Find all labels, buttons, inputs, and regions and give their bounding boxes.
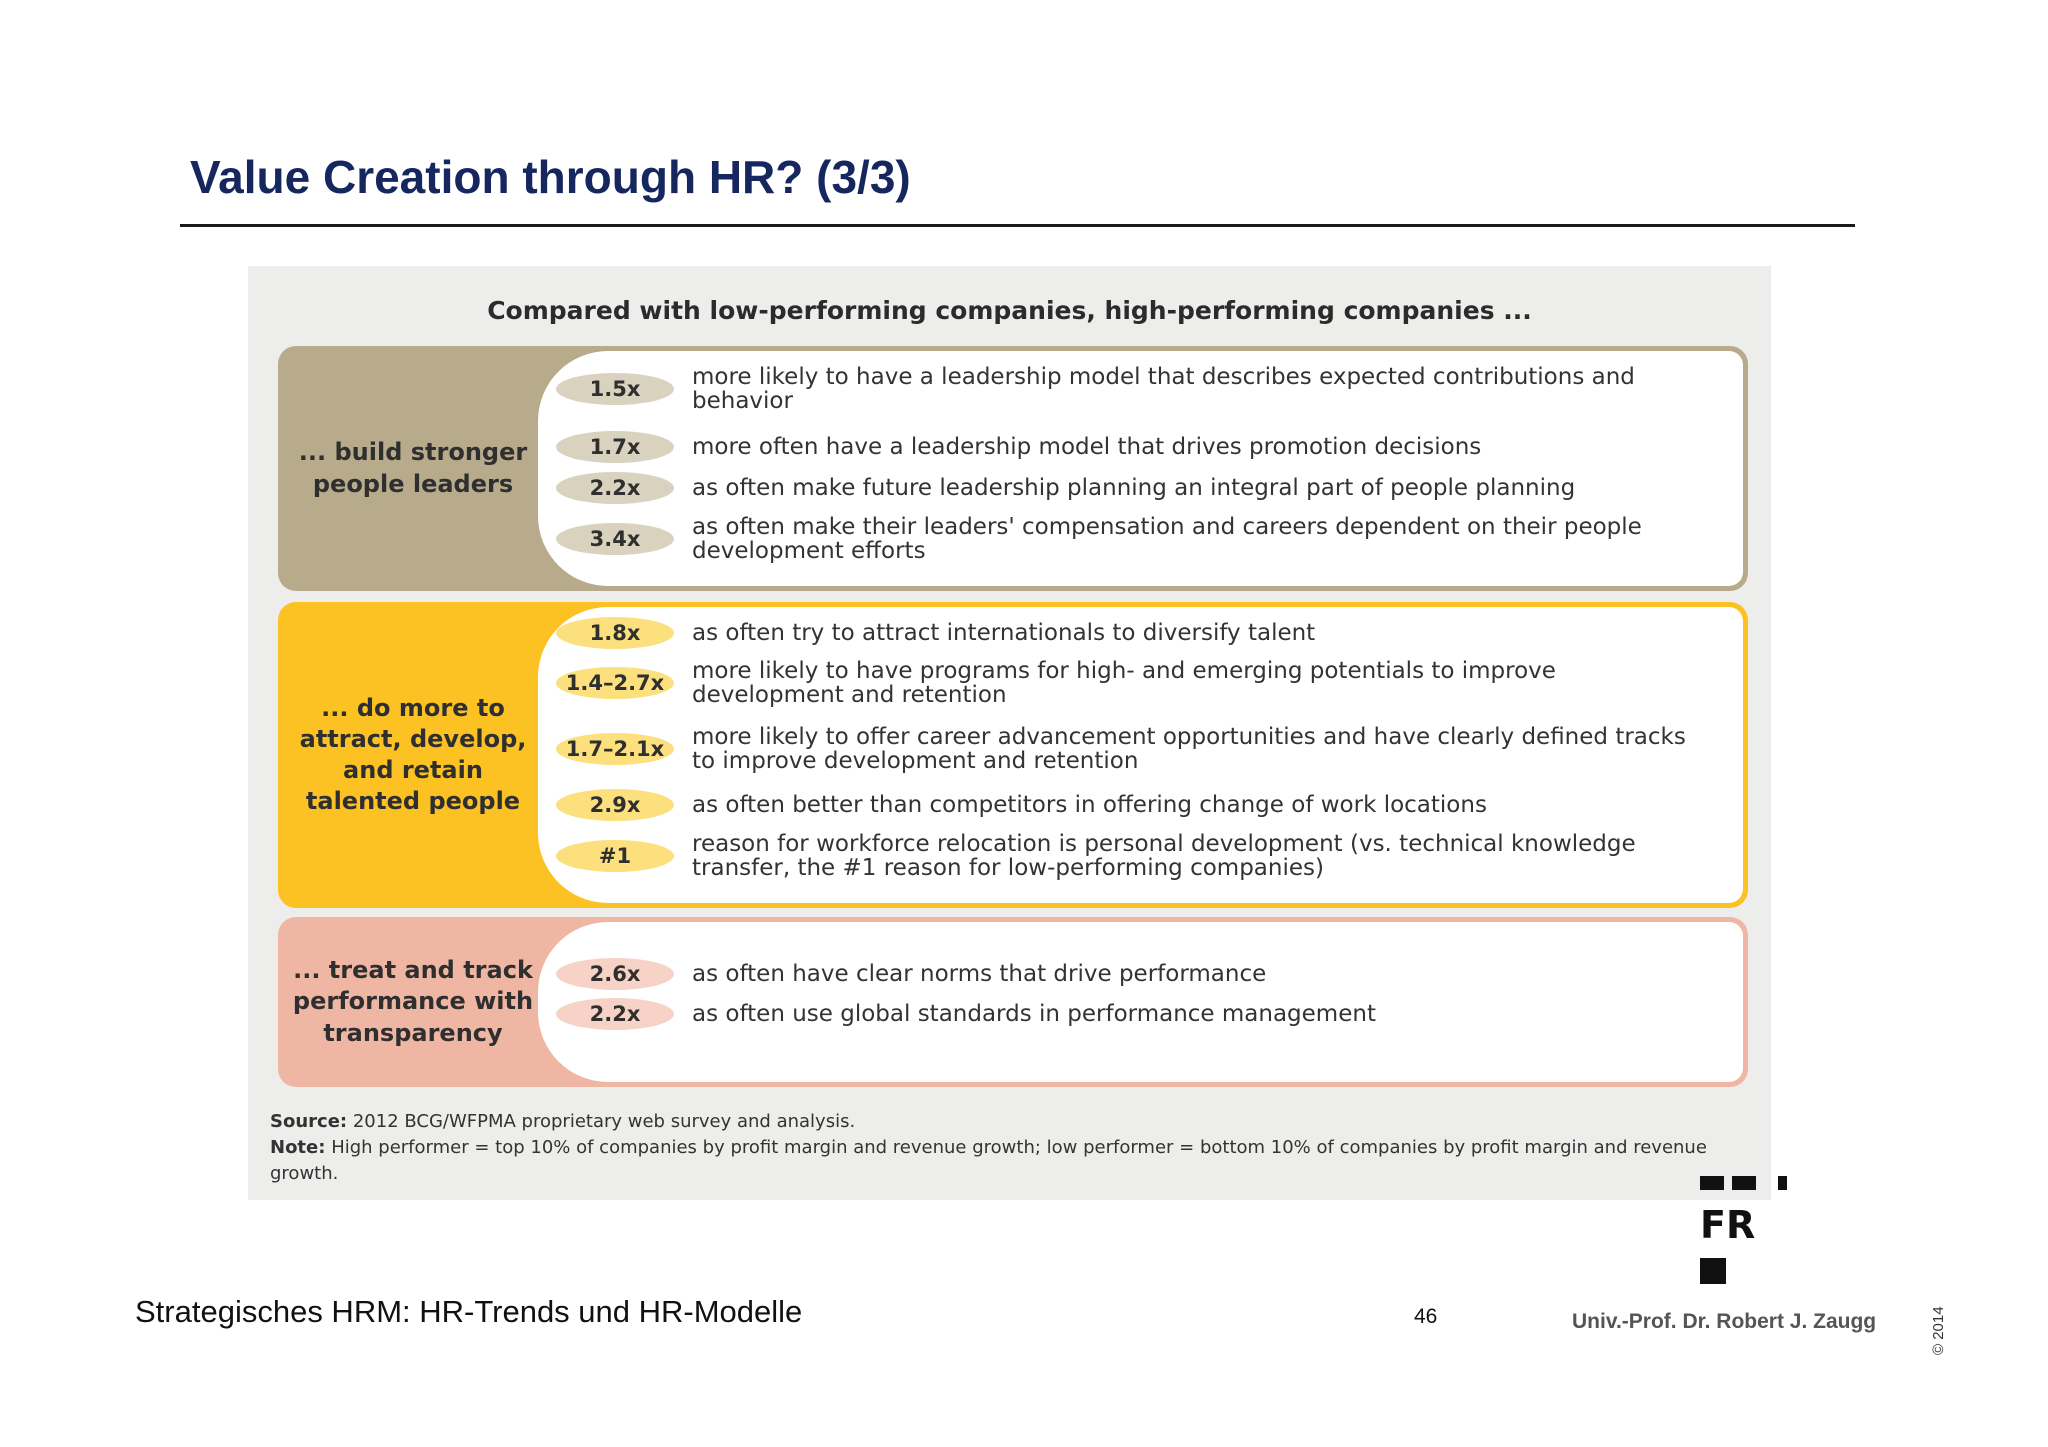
group-people-leaders xyxy=(278,346,1748,591)
source-line xyxy=(270,1109,1750,1135)
footer-course-title: Strategisches HRM: HR-Trends und HR-Modelle xyxy=(135,1294,803,1329)
group-performance xyxy=(278,917,1748,1087)
list-item xyxy=(538,617,1743,649)
page-number: 46 xyxy=(1414,1305,1438,1328)
slide-title: Value Creation through HR? (3/3) xyxy=(190,151,911,203)
multiplier-badge: 2.2x xyxy=(556,998,674,1030)
multiplier-badge: 1.7–2.1x xyxy=(556,733,674,765)
group-label: ... treat and track performance with transparency xyxy=(292,956,534,1047)
multiplier-badge: 2.9x xyxy=(556,789,674,821)
group-panel xyxy=(538,607,1743,903)
item-text: more often have a leadership model that drives promotion decisions xyxy=(692,433,1482,460)
logo-block xyxy=(1700,1176,1724,1190)
figure-heading: Compared with low-performing companies, high-performing companies ... xyxy=(487,296,1532,325)
unifr-logo xyxy=(1700,1176,1792,1286)
list-item xyxy=(538,431,1743,463)
item-text: more likely to have programs for high- and emerging potentials to improve development and retention xyxy=(692,658,1556,709)
source-label: Source: xyxy=(270,1111,348,1132)
multiplier-badge: 1.4–2.7x xyxy=(556,667,674,699)
copyright: © 2014 xyxy=(1930,1306,1947,1355)
logo-square xyxy=(1700,1258,1726,1284)
note-line xyxy=(270,1135,1750,1187)
list-item xyxy=(538,659,1743,707)
group-talent xyxy=(278,602,1748,908)
group-panel xyxy=(538,351,1743,586)
list-item xyxy=(538,725,1743,773)
item-text: as often make future leadership planning an integral part of people planning xyxy=(692,474,1576,501)
item-text: as often try to attract internationals to diversify talent xyxy=(692,619,1316,646)
list-item xyxy=(538,958,1743,990)
item-text: as often make their leaders' compensation and careers dependent on their people development efforts xyxy=(692,514,1642,565)
group-panel xyxy=(538,922,1743,1082)
item-text: as often better than competitors in offering change of work locations xyxy=(692,791,1487,818)
list-item xyxy=(538,832,1743,880)
multiplier-badge: 1.7x xyxy=(556,431,674,463)
item-text: as often use global standards in performance management xyxy=(692,1000,1376,1027)
group-label: ... do more to attract, develop, and retain talented people xyxy=(299,693,527,816)
multiplier-badge: 3.4x xyxy=(556,523,674,555)
figure-notes xyxy=(270,1109,1750,1187)
group-label: ... build stronger people leaders xyxy=(298,438,528,498)
title-divider xyxy=(180,224,1855,227)
item-text: reason for workforce relocation is personal development (vs. technical knowledge transfer, the #1 reason for low-performing companies) xyxy=(692,831,1636,882)
item-text: more likely to offer career advancement opportunities and have clearly defined tracks to improve development and retention xyxy=(692,724,1686,775)
list-item xyxy=(538,365,1743,413)
multiplier-badge: 1.5x xyxy=(556,373,674,405)
bcg-figure xyxy=(248,266,1771,1200)
list-item xyxy=(538,998,1743,1030)
multiplier-badge: 2.2x xyxy=(556,472,674,504)
list-item xyxy=(538,472,1743,504)
logo-text: FR xyxy=(1700,1203,1756,1247)
item-text: more likely to have a leadership model that describes expected contributions and behavior xyxy=(692,364,1635,415)
multiplier-badge: 2.6x xyxy=(556,958,674,990)
logo-block xyxy=(1732,1176,1756,1190)
list-item xyxy=(538,515,1743,563)
item-text: as often have clear norms that drive performance xyxy=(692,960,1267,987)
source-text: 2012 BCG/WFPMA proprietary web survey and analysis. xyxy=(352,1111,856,1132)
note-text: High performer = top 10% of companies by profit margin and revenue growth; low performer = bottom 10% of companies by profit margin and revenue growth. xyxy=(270,1137,1707,1185)
note-label: Note: xyxy=(270,1137,326,1159)
multiplier-badge: #1 xyxy=(556,840,674,872)
logo-block xyxy=(1778,1176,1787,1190)
list-item xyxy=(538,789,1743,821)
multiplier-badge: 1.8x xyxy=(556,617,674,649)
footer-author: Univ.-Prof. Dr. Robert J. Zaugg xyxy=(1572,1310,1877,1333)
